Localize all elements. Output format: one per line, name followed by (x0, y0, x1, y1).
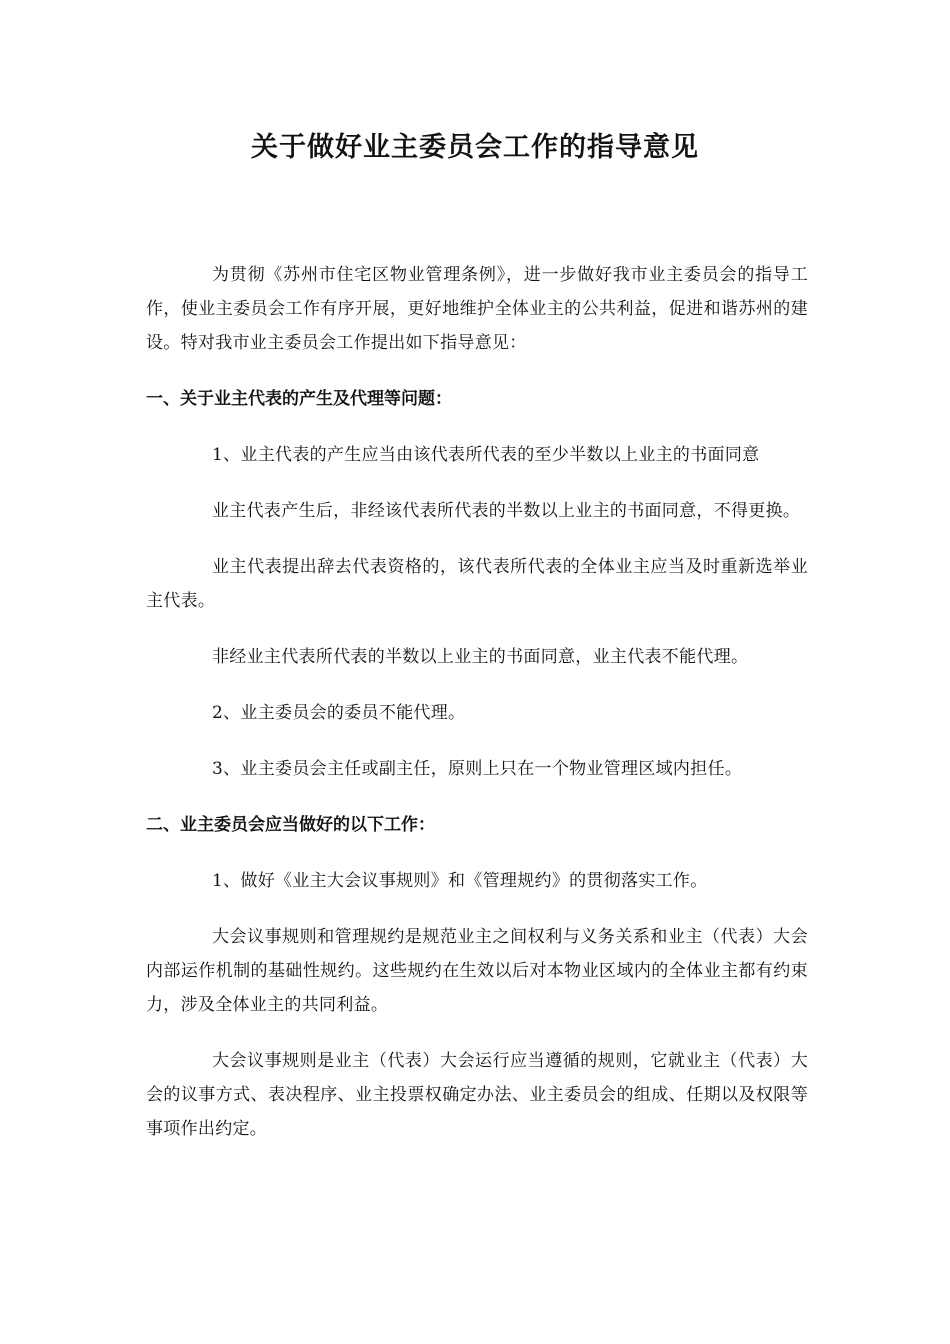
section-2-paragraph: 大会议事规则和管理规约是规范业主之间权利与义务关系和业主（代表）大会内部运作机制的基础性规约。这些规约在生效以后对本物业区域内的全体业主都有约束力，涉及全体业主的共同利益。 (146, 927, 808, 1015)
section-1-paragraph: 1、业主代表的产生应当由该代表所代表的至少半数以上业主的书面同意 (212, 445, 760, 465)
section-2-paragraph: 1、做好《业主大会议事规则》和《管理规约》的贯彻落实工作。 (212, 871, 708, 891)
section-1-paragraph: 3、业主委员会主任或副主任，原则上只在一个物业管理区域内担任。 (212, 759, 743, 779)
section-1-paragraph: 非经业主代表所代表的半数以上业主的书面同意，业主代表不能代理。 (212, 647, 749, 667)
intro-paragraph: 为贯彻《苏州市住宅区物业管理条例》，进一步做好我市业主委员会的指导工作，使业主委员会工作有序开展，更好地维护全体业主的公共利益，促进和谐苏州的建设。特对我市业主委员会工作提出如下指导意见： (146, 265, 808, 353)
section-1-paragraph: 2、业主委员会的委员不能代理。 (212, 703, 466, 723)
section-1-paragraph: 业主代表提出辞去代表资格的，该代表所代表的全体业主应当及时重新选举业主代表。 (146, 557, 808, 611)
section-1-heading: 一、关于业主代表的产生及代理等问题： (146, 389, 452, 409)
document-body (146, 258, 808, 1146)
section-1-paragraph: 业主代表产生后，非经该代表所代表的半数以上业主的书面同意，不得更换。 (212, 501, 801, 521)
section-2-heading: 二、业主委员会应当做好的以下工作： (146, 815, 435, 835)
section-2-paragraph: 大会议事规则是业主（代表）大会运行应当遵循的规则，它就业主（代表）大会的议事方式、表决程序、业主投票权确定办法、业主委员会的组成、任期以及权限等事项作出约定。 (146, 1051, 808, 1139)
document-title: 关于做好业主委员会工作的指导意见 (251, 132, 699, 163)
